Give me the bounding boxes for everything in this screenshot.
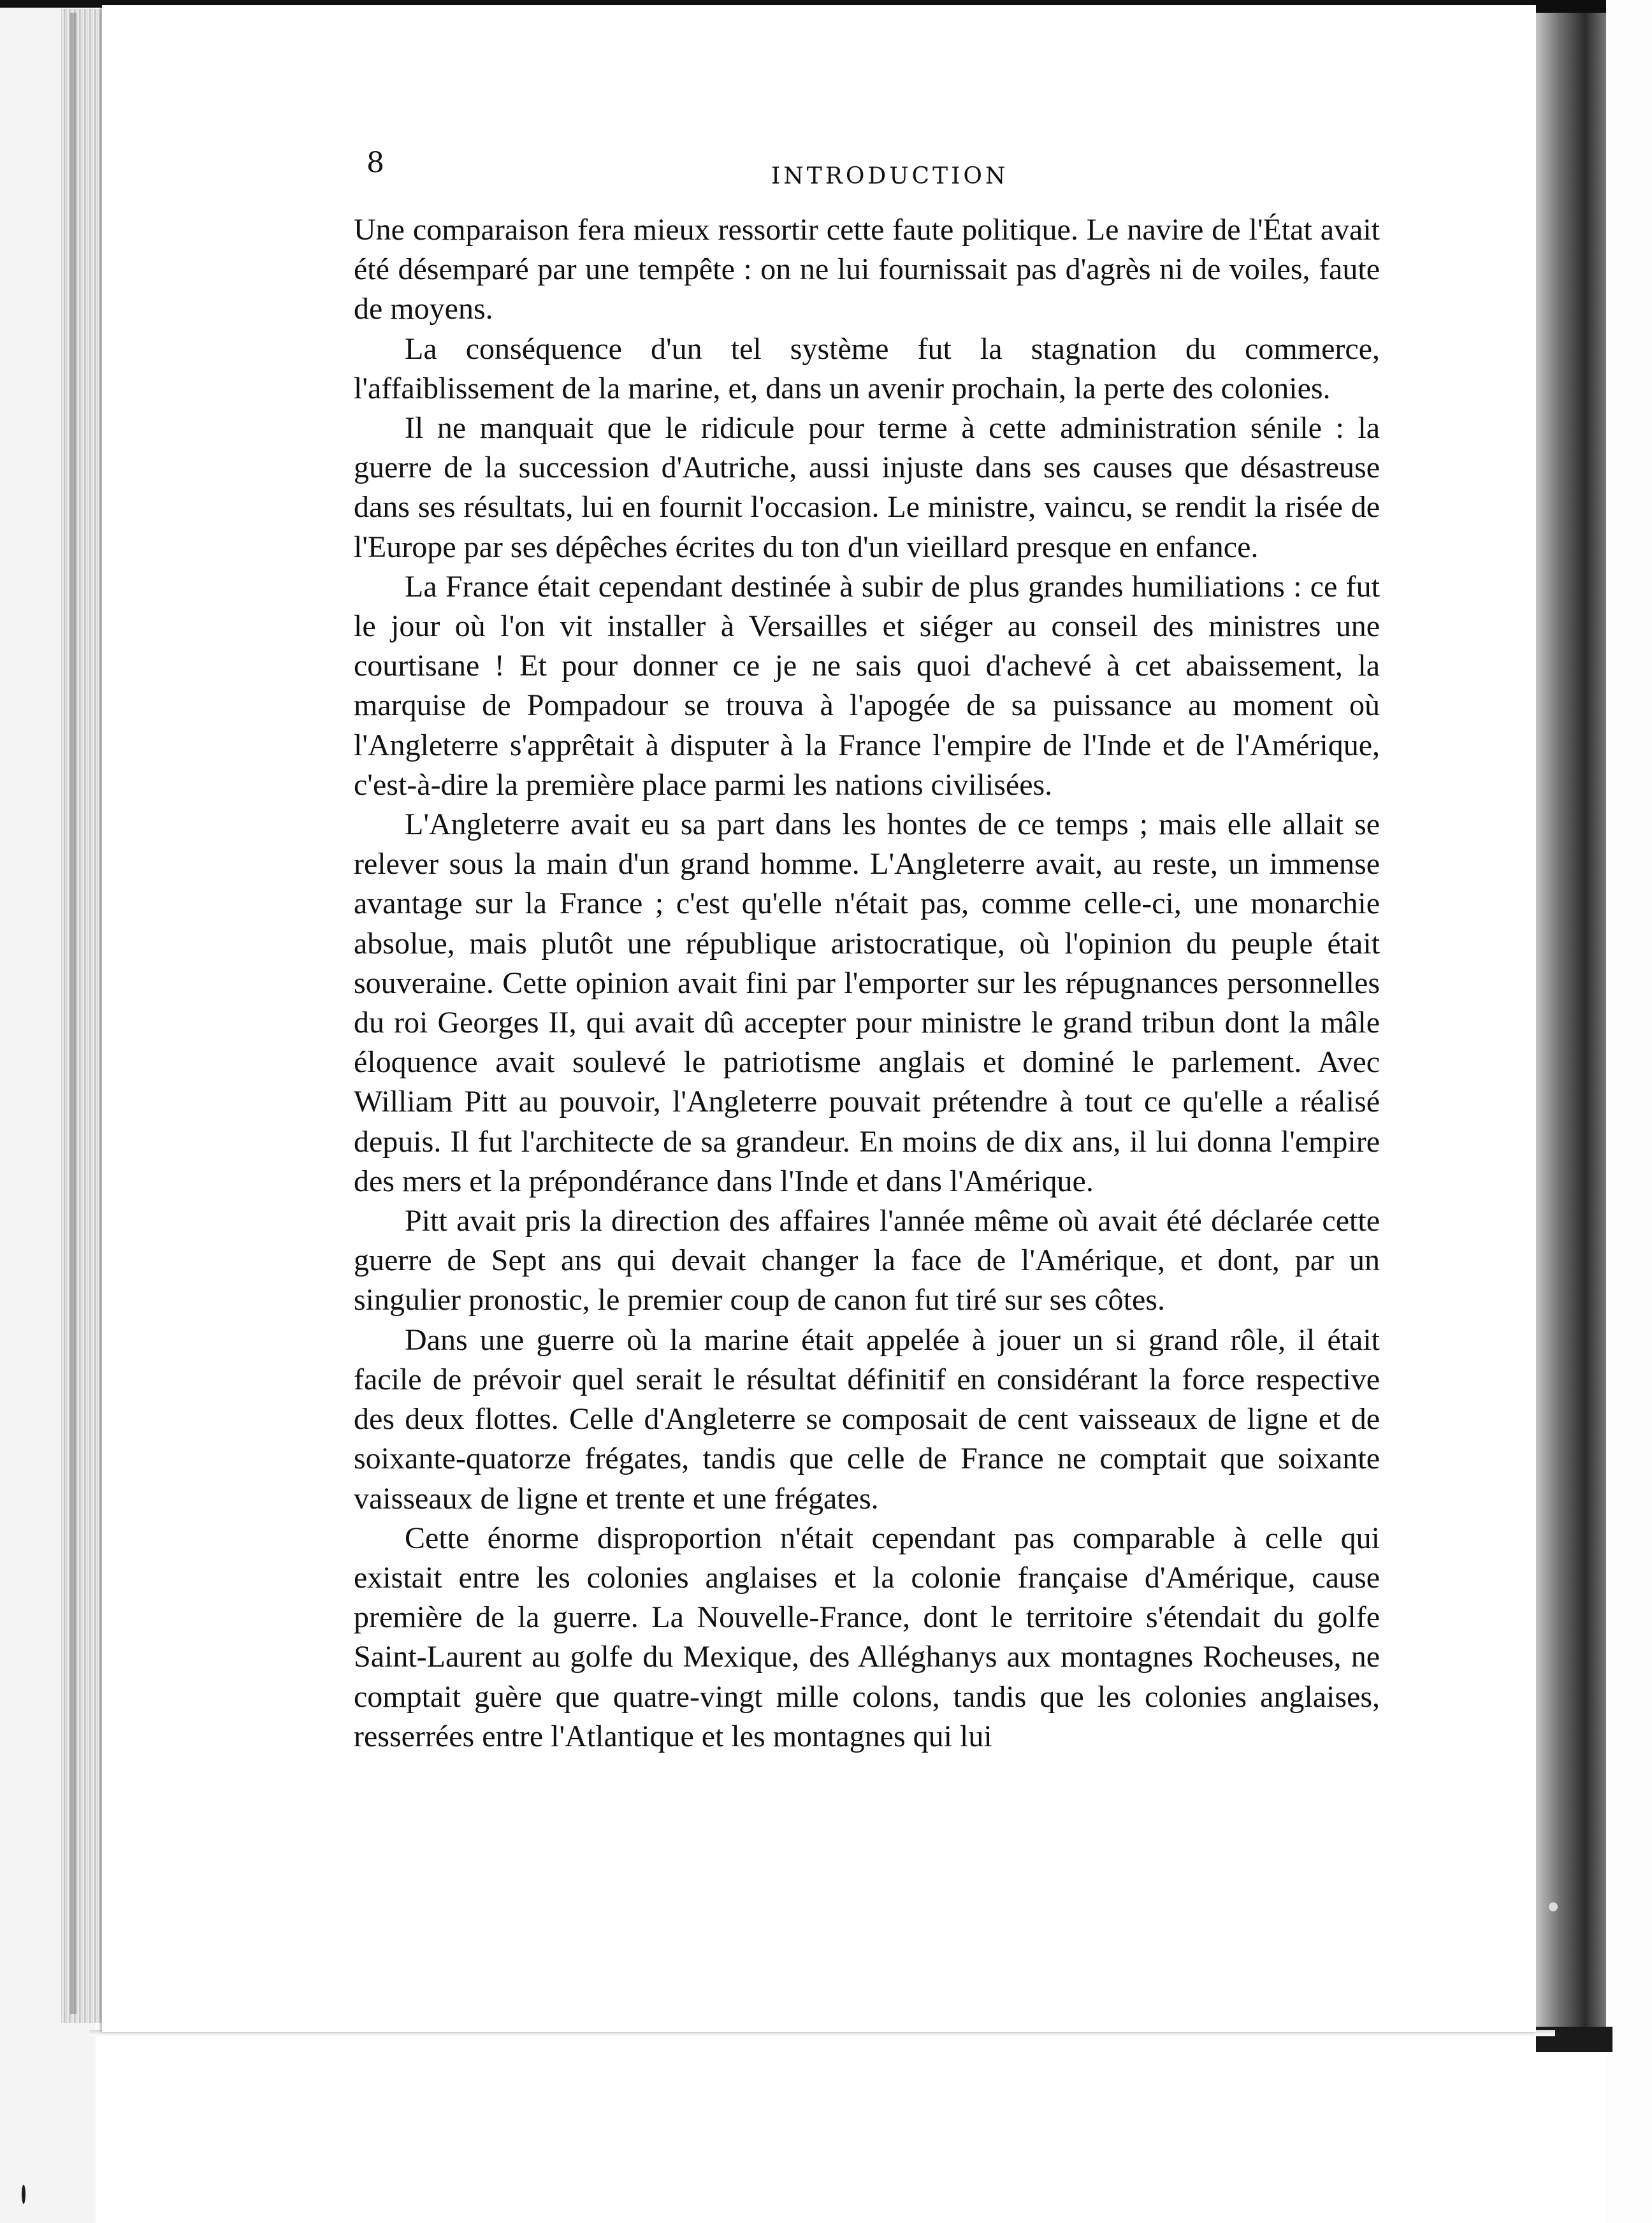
page-edge-shadow bbox=[70, 13, 76, 2014]
page-number: 8 bbox=[366, 147, 384, 179]
paragraph: Il ne manquait que le ridicule pour terme à cette administration sénile : la guerre de la succession d'Autriche, aussi injuste dans ses causes que désastreuse dans ses résultats, lui en fournit l'occasion. Le ministre, vaincu, se rendit la risée de l'Europe par ses dépêches écrites du ton d'un vieillard presque en enfance. bbox=[354, 411, 1380, 564]
scan-right-margin bbox=[1606, 0, 1652, 2223]
book-gutter-shadow bbox=[1536, 13, 1606, 2032]
paragraph: La France était cependant destinée à subir de plus grandes humiliations : ce fut le jour où l'on vit installer à Versailles et siéger au conseil des ministres une courtisane ! Et pour donner ce je ne sais quoi d'achevé à cet abaissement, la marquise de Pompadour se trouva à l'apogée de sa puissance au moment où l'Angleterre s'apprêtait à disputer à la France l'empire de l'Inde et de l'Amérique, c'est-à-dire la première place parmi les nations civilisées. bbox=[354, 569, 1380, 802]
paragraph: Dans une guerre où la marine était appelée à jouer un si grand rôle, il était facile de prévoir quel serait le résultat définitif en considérant la force respective des deux flottes. Celle d'Angleterre se composait de cent vaisseaux de ligne et de soixante-quatorze frégates, tandis que celle de France ne comptait que soixante vaisseaux de ligne et trente et une frégates. bbox=[354, 1322, 1380, 1516]
scan-speck bbox=[1549, 1902, 1558, 1911]
body-text bbox=[354, 210, 1380, 1756]
running-head: INTRODUCTION bbox=[771, 163, 1009, 189]
paragraph: Une comparaison fera mieux ressortir cette faute politique. Le navire de l'État avait été désemparé par une tempête : on ne lui fournissait pas d'agrès ni de voiles, faute de moyens. bbox=[354, 213, 1380, 326]
page-edge-stack bbox=[61, 9, 106, 2023]
paragraph: Cette énorme disproportion n'était cependant pas comparable à celle qui existait entre les colonies anglaises et la colonie française d'Amérique, cause première de la guerre. La Nouvelle-France, dont le territoire s'étendait du golfe Saint-Laurent au golfe du Mexique, des Alléghanys aux montagnes Rocheuses, ne comptait guère que quatre-vingt mille colons, tandis que les colonies anglaises, resserrées entre l'Atlantique et les montagnes qui lui bbox=[354, 1521, 1380, 1753]
paragraph: L'Angleterre avait eu sa part dans les hontes de ce temps ; mais elle allait se relever sous la main d'un grand homme. L'Angleterre avait, au reste, un immense avantage sur la France ; c'est qu'elle n'était pas, comme celle-ci, une monarchie absolue, mais plutôt une république aristocratique, où l'opinion du peuple était souveraine. Cette opinion avait fini par l'emporter sur les répugnances personnelles du roi Georges II, qui avait dû accepter pour ministre le grand tribun dont la mâle éloquence avait soulevé le patriotisme anglais et dominé le parlement. Avec William Pitt au pouvoir, l'Angleterre pouvait prétendre à tout ce qu'elle a réalisé depuis. Il fut l'architecte de sa grandeur. En moins de dix ans, il lui donna l'empire des mers et la prépondérance dans l'Inde et dans l'Amérique. bbox=[354, 807, 1380, 1198]
scan-speck bbox=[22, 2185, 25, 2204]
paragraph: La conséquence d'un tel système fut la stagnation du commerce, l'affaiblissement de la marine, et, dans un avenir prochain, la perte des colonies. bbox=[354, 331, 1380, 405]
paragraph: Pitt avait pris la direction des affaires l'année même où avait été déclarée cette guerre de Sept ans qui devait changer la face de l'Amérique, et dont, par un singulier pronostic, le premier coup de canon fut tiré sur ses côtes. bbox=[354, 1204, 1380, 1317]
